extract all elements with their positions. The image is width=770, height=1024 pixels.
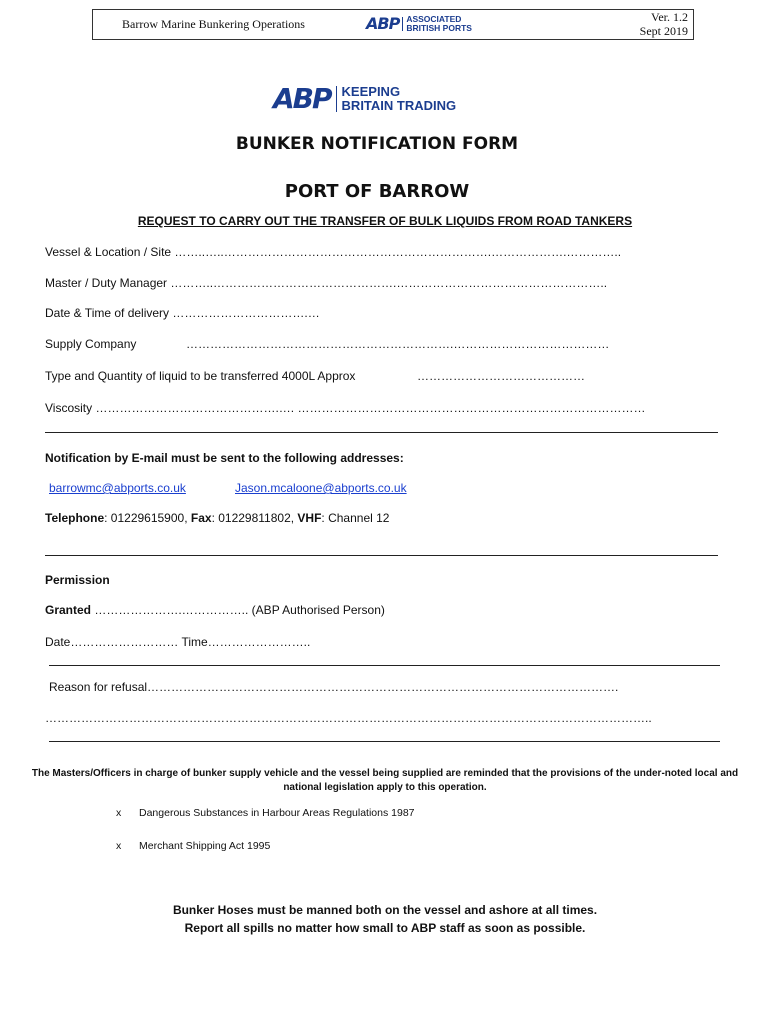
vhf-value: : Channel 12 bbox=[321, 511, 390, 525]
header-logo-line2: BRITISH PORTS bbox=[406, 22, 472, 33]
safety-footer bbox=[0, 901, 770, 937]
vessel-field[interactable]: Vessel & Location / Site ……..…..………………………………………………………….……………….………….. bbox=[45, 245, 622, 259]
legislation-item-1: Dangerous Substances in Harbour Areas Regulations 1987 bbox=[139, 807, 415, 819]
telephone-value: : 01229615900, bbox=[104, 511, 191, 525]
footer-line-2: Report all spills no matter how small to ABP staff as soon as possible. bbox=[184, 921, 586, 935]
version-date: Sept 2019 bbox=[639, 24, 688, 38]
form-subtitle: REQUEST TO CARRY OUT THE TRANSFER OF BULK LIQUIDS FROM ROAD TANKERS bbox=[137, 214, 633, 228]
granted-label: Granted bbox=[45, 603, 92, 617]
supply-company-label: Supply Company bbox=[45, 337, 137, 351]
legislation-item-2: Merchant Shipping Act 1995 bbox=[139, 840, 271, 852]
granted-field[interactable] bbox=[45, 603, 385, 617]
notification-heading: Notification by E-mail must be sent to the following addresses: bbox=[45, 451, 404, 465]
telephone-label: Telephone bbox=[45, 511, 105, 525]
abp-big-logo-icon: ABP bbox=[273, 82, 331, 115]
divider bbox=[45, 432, 718, 433]
granted-dots: ………………….…………….. (ABP Authorised Person) bbox=[91, 603, 385, 617]
abp-logo-icon: ABP bbox=[366, 14, 400, 33]
contact-line bbox=[45, 511, 389, 525]
bullet-1: x bbox=[116, 807, 122, 819]
header-left-text: Barrow Marine Bunkering Operations bbox=[122, 17, 305, 31]
bullet-2: x bbox=[116, 840, 122, 852]
delivery-datetime-field[interactable]: Date & Time of delivery …………………………….… bbox=[45, 306, 320, 320]
divider bbox=[49, 741, 720, 742]
header-logo bbox=[366, 14, 472, 33]
fax-value: : 01229811802, bbox=[211, 511, 298, 525]
supply-company-field[interactable]: ………………………………………………………….………………………………… bbox=[186, 337, 610, 351]
email-link-2[interactable]: Jason.mcaloone@abports.co.uk bbox=[235, 481, 407, 495]
permission-heading: Permission bbox=[45, 573, 110, 587]
form-title: BUNKER NOTIFICATION FORM bbox=[235, 134, 519, 154]
fax-label: Fax bbox=[190, 511, 212, 525]
master-field[interactable]: Master / Duty Manager ………..……………………………………….…………………………………………….. bbox=[45, 276, 608, 290]
main-logo-line1: KEEPING bbox=[341, 83, 401, 99]
divider bbox=[45, 555, 718, 556]
divider bbox=[49, 665, 720, 666]
refusal-reason-field[interactable]: Reason for refusal………………………………………………………………………………………………………. bbox=[49, 680, 619, 694]
liquid-type-field[interactable]: …………………………………… bbox=[417, 369, 585, 383]
header-logo-line1: ASSOCIATED bbox=[406, 13, 462, 24]
permission-datetime-field[interactable]: Date……………………… Time…………………….. bbox=[45, 635, 311, 649]
main-logo-line2: BRITAIN TRADING bbox=[341, 97, 457, 113]
footer-line-1: Bunker Hoses must be manned both on the vessel and ashore at all times. bbox=[172, 903, 598, 917]
liquid-type-label: Type and Quantity of liquid to be transferred 4000L Approx bbox=[45, 369, 356, 383]
main-logo bbox=[273, 82, 456, 115]
viscosity-field[interactable]: Viscosity ……………………………………….…. …………………………………………………………………………… bbox=[45, 401, 646, 415]
email-link-1[interactable]: barrowmc@abports.co.uk bbox=[49, 481, 186, 495]
refusal-reason-continued[interactable]: …………………………………………………………………………………………………………………………………….. bbox=[45, 711, 652, 725]
header-version-block bbox=[610, 10, 688, 38]
version: Ver. 1.2 bbox=[651, 10, 688, 24]
port-title: PORT OF BARROW bbox=[284, 181, 470, 202]
vhf-label: VHF bbox=[297, 511, 322, 525]
legislation-notice: The Masters/Officers in charge of bunker supply vehicle and the vessel being supplied are reminded that the provisions of the under-noted local and national legislation apply to this operation. bbox=[31, 768, 739, 793]
